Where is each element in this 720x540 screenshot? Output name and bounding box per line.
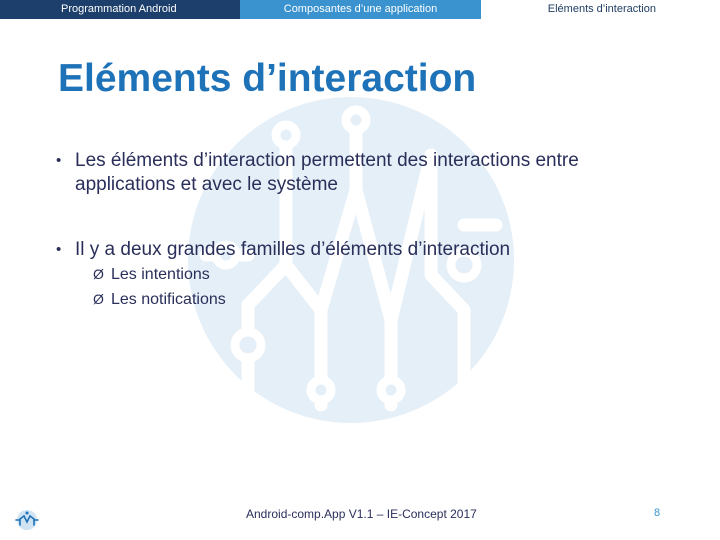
- slide-content: [56, 149, 676, 312]
- slide-title: Eléments d’interaction: [58, 57, 477, 100]
- header-section-course: [0, 0, 240, 19]
- footer-text: Android-comp.App V1.1 – IE-Concept 2017: [246, 507, 477, 521]
- bullet-text: Les éléments d’interaction permettent des interactions entre applications et avec le système: [75, 150, 579, 195]
- bullet-text: Il y a deux grandes familles d’éléments d’interaction: [75, 239, 511, 260]
- bullet-marker: •: [56, 152, 62, 169]
- sub-bullet-text: Les notifications: [111, 291, 226, 308]
- sub-bullet-text: Les intentions: [111, 266, 210, 283]
- arrow-bullet-icon: Ø: [93, 266, 104, 282]
- page-number: 8: [654, 507, 661, 519]
- sub-bullet-item: [93, 262, 676, 287]
- arrow-bullet-icon: Ø: [93, 291, 104, 307]
- header-bar: [0, 0, 720, 19]
- header-section-topic: [481, 0, 720, 19]
- bullet-item: [56, 238, 676, 262]
- bullet-marker: •: [56, 241, 62, 258]
- bullet-item: [56, 149, 676, 197]
- header-section-course-label: Programmation Android: [61, 3, 177, 15]
- header-section-chapter: [240, 0, 481, 19]
- sub-bullet-item: [93, 287, 676, 312]
- header-section-topic-label: Eléments d’interaction: [547, 3, 656, 15]
- company-logo-icon: [13, 508, 41, 532]
- header-section-chapter-label: Composantes d’une application: [283, 3, 438, 15]
